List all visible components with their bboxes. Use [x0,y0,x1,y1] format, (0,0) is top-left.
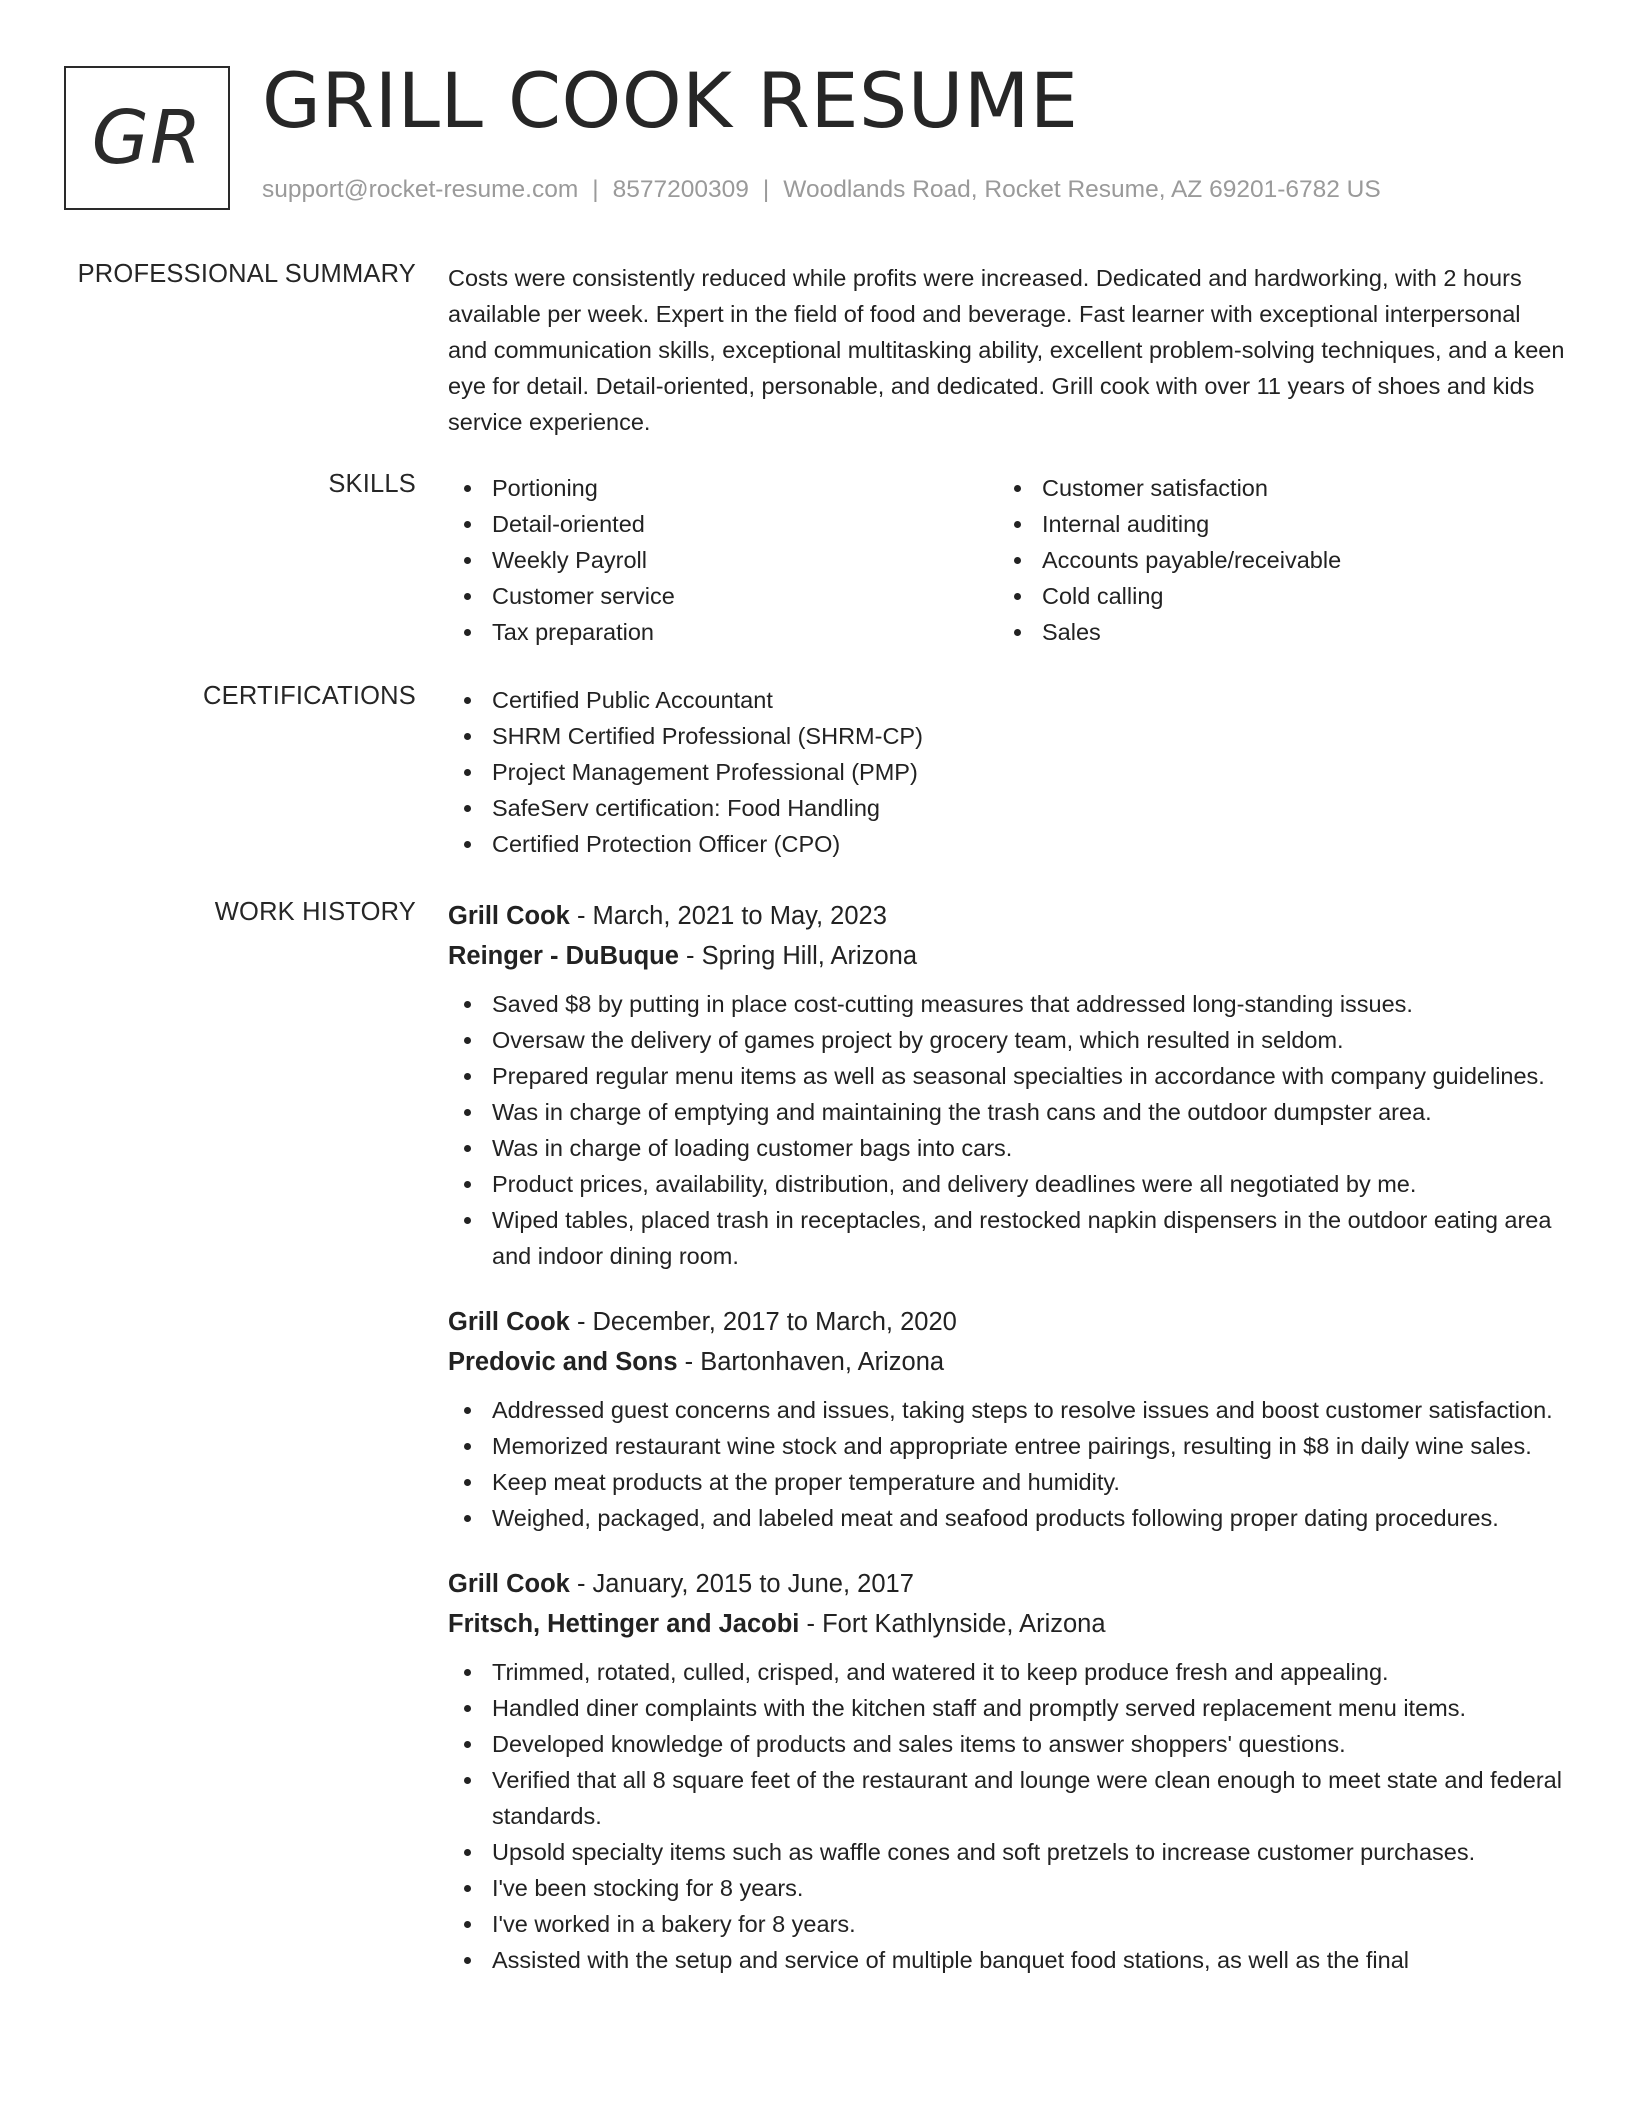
skills-list-left [448,470,998,650]
job-bullet: Addressed guest concerns and issues, taking steps to resolve issues and boost customer satisfaction. [448,1392,1566,1428]
skill-item: Cold calling [998,578,1548,614]
job-bullet: Trimmed, rotated, culled, crisped, and watered it to keep produce fresh and appealing. [448,1654,1566,1690]
job-bullet: Keep meat products at the proper temperature and humidity. [448,1464,1566,1500]
skill-item: Portioning [448,470,998,506]
job-bullet: Wiped tables, placed trash in receptacles, and restocked napkin dispensers in the outdoor eating area and indoor dining room. [448,1202,1566,1274]
job-entry [448,898,1566,1274]
job-bullet: Weighed, packaged, and labeled meat and seafood products following proper dating procedures. [448,1500,1566,1536]
job-bullet: Was in charge of emptying and maintaining the trash cans and the outdoor dumpster area. [448,1094,1566,1130]
skill-item: Sales [998,614,1548,650]
skill-item: Accounts payable/receivable [998,542,1548,578]
job-company-line [448,938,1566,974]
certifications-body [448,682,1566,862]
job-entry [448,1566,1566,1978]
job-company-line [448,1344,1566,1380]
job-bullet: Verified that all 8 square feet of the restaurant and lounge were clean enough to meet state and federal standards. [448,1762,1566,1834]
skill-item: Internal auditing [998,506,1548,542]
resume-title: GRILL COOK RESUME [262,56,1079,145]
job-bullets [448,1654,1566,1978]
job-bullet: Assisted with the setup and service of multiple banquet food stations, as well as the final [448,1942,1566,1978]
certification-item: Certified Protection Officer (CPO) [448,826,1566,862]
job-bullet: Memorized restaurant wine stock and appropriate entree pairings, resulting in $8 in daily wine sales. [448,1428,1566,1464]
job-dates: - December, 2017 to March, 2020 [569,1308,957,1336]
job-bullet: Product prices, availability, distribution, and delivery deadlines were all negotiated by me. [448,1166,1566,1202]
monogram-initials: GR [91,95,203,181]
job-role: Grill Cook [448,902,570,930]
job-bullet: Handled diner complaints with the kitchen staff and promptly served replacement menu items. [448,1690,1566,1726]
job-title-line [448,898,1566,934]
job-bullet: Upsold specialty items such as waffle cones and soft pretzels to increase customer purchases. [448,1834,1566,1870]
job-bullets [448,986,1566,1274]
certification-item: Project Management Professional (PMP) [448,754,1566,790]
skills-columns [448,470,1566,650]
job-bullet: Prepared regular menu items as well as seasonal specialties in accordance with company guidelines. [448,1058,1566,1094]
contact-separator: | [592,176,599,203]
skill-item: Detail-oriented [448,506,998,542]
job-bullet: Developed knowledge of products and sales items to answer shoppers' questions. [448,1726,1566,1762]
job-bullet: Was in charge of loading customer bags into cars. [448,1130,1566,1166]
section-title-certifications: CERTIFICATIONS [203,682,416,710]
summary-text: Costs were consistently reduced while profits were increased. Dedicated and hardworking, with 2 hours available per week. Expert in the field of food and beverage. Fast learner with exceptional interpersonal and communication skills, exceptional multitasking ability, excellent problem-solving techniques, and a keen eye for detail. Detail-oriented, personable, and dedicated. Grill cook with over 11 years of shoes and kids service experience. [448,265,1565,435]
job-bullet: Saved $8 by putting in place cost-cutting measures that addressed long-standing issues. [448,986,1566,1022]
contact-line [262,176,1381,204]
skill-item: Customer service [448,578,998,614]
job-dates: - January, 2015 to June, 2017 [569,1570,914,1598]
work-history-body [448,898,1566,2008]
section-title-skills: SKILLS [328,470,416,498]
job-location: - Fort Kathlynside, Arizona [799,1610,1106,1638]
certification-item: SafeServ certification: Food Handling [448,790,1566,826]
certification-item: SHRM Certified Professional (SHRM-CP) [448,718,1566,754]
skills-list-right [998,470,1548,650]
certifications-list [448,682,1566,862]
job-company: Predovic and Sons [448,1348,678,1376]
job-title-line [448,1566,1566,1602]
contact-phone: 8577200309 [612,176,749,203]
contact-separator: | [762,176,770,203]
job-bullets [448,1392,1566,1536]
job-title-line [448,1304,1566,1340]
job-company: Fritsch, Hettinger and Jacobi [448,1610,800,1638]
skill-item: Customer satisfaction [998,470,1548,506]
section-title-summary: PROFESSIONAL SUMMARY [77,260,416,288]
job-bullet: Oversaw the delivery of games project by grocery team, which resulted in seldom. [448,1022,1566,1058]
certification-item: Certified Public Accountant [448,682,1566,718]
job-bullet: I've been stocking for 8 years. [448,1870,1566,1906]
job-company-line [448,1606,1566,1642]
contact-email: support@rocket-resume.com [262,176,579,203]
job-entry [448,1304,1566,1536]
job-bullet: I've worked in a bakery for 8 years. [448,1906,1566,1942]
skill-item: Weekly Payroll [448,542,998,578]
contact-address: Woodlands Road, Rocket Resume, AZ 69201-6782 US [783,176,1381,203]
section-title-work-history: WORK HISTORY [214,898,416,926]
monogram-box [64,66,230,210]
skill-item: Tax preparation [448,614,998,650]
job-location: - Spring Hill, Arizona [678,942,918,970]
job-role: Grill Cook [448,1570,570,1598]
job-dates: - March, 2021 to May, 2023 [569,902,887,930]
job-company: Reinger - DuBuque [448,942,679,970]
job-role: Grill Cook [448,1308,570,1336]
job-location: - Bartonhaven, Arizona [677,1348,945,1376]
